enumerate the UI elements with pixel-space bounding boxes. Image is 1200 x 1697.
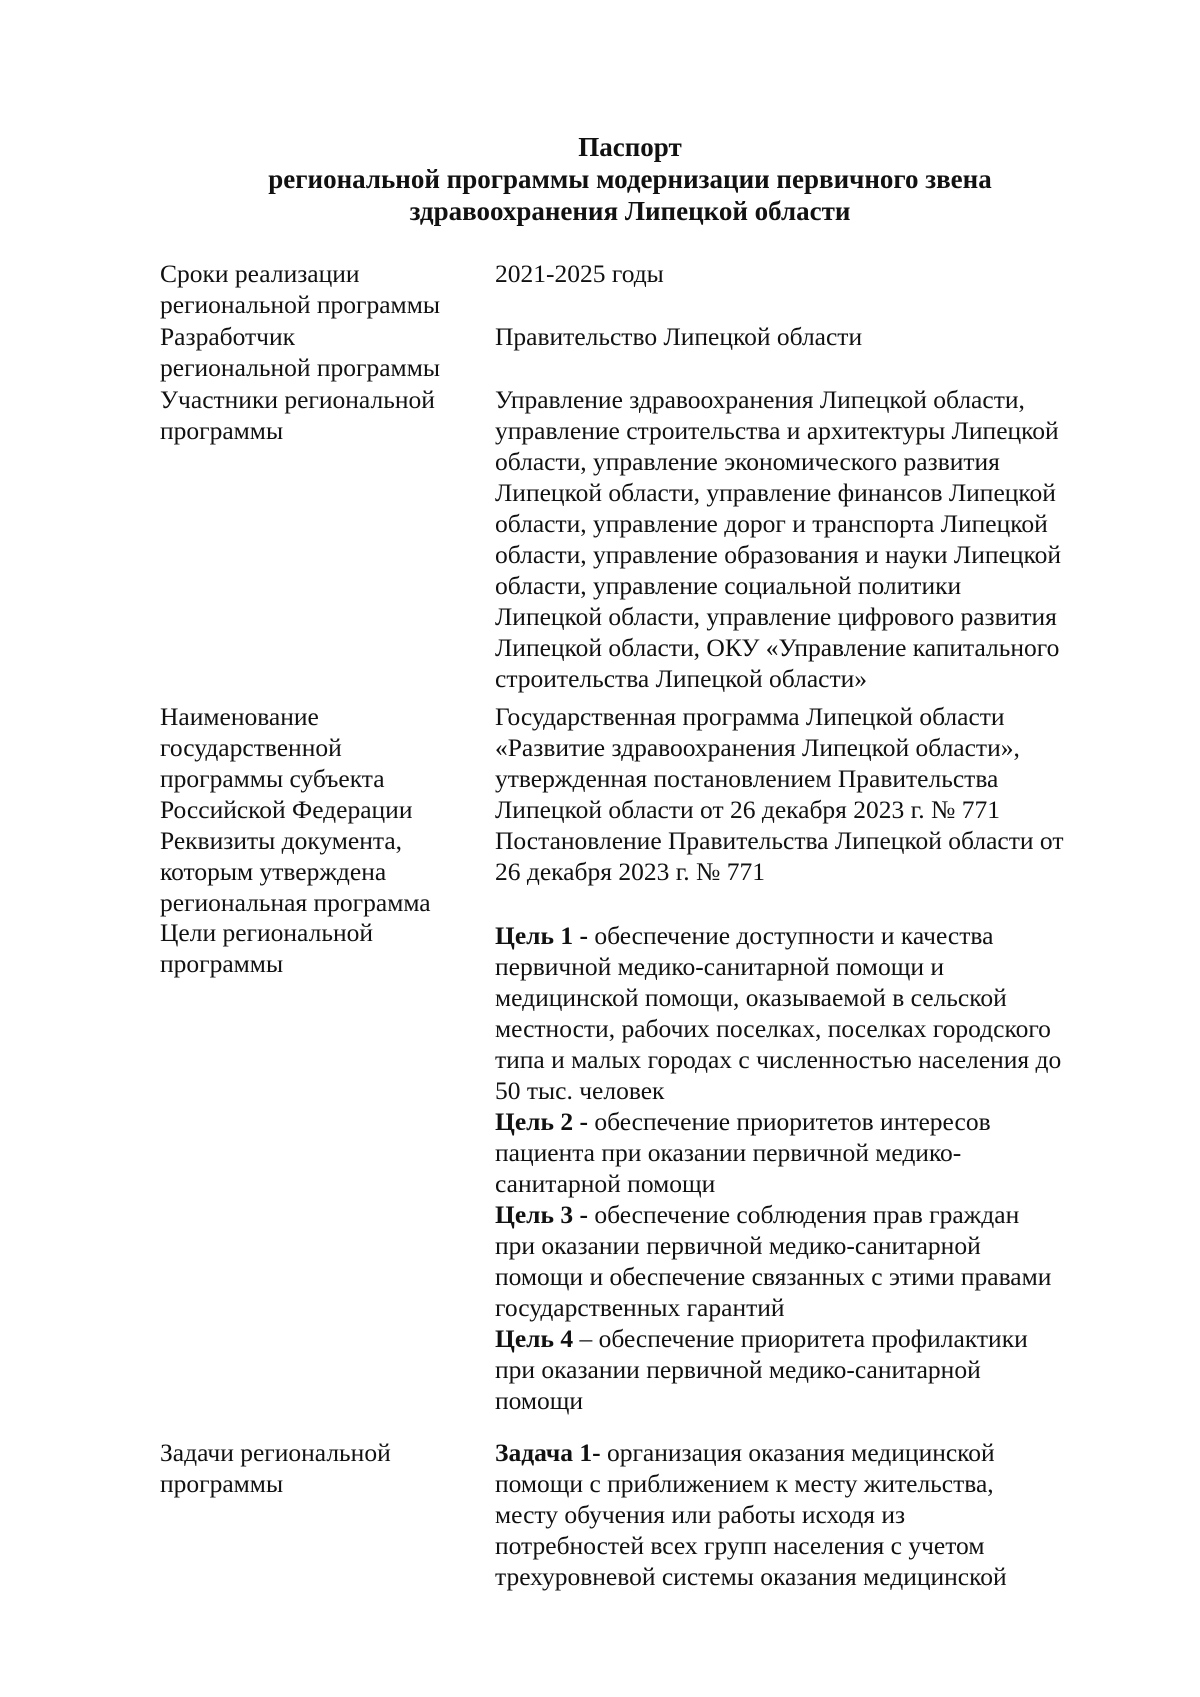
goal-1: Цель 1 - обеспечение доступности и качества первичной медико-санитарной помощи и медицинской помощи, оказываемой в сельской местности, рабочих поселках, поселках городского типа и малых городах с численностью населения до 50 тыс. человек [495, 921, 1062, 1105]
row-value: 2021-2025 годы [495, 259, 664, 288]
document-title [200, 131, 1060, 227]
row-label: Цели региональной программы [160, 918, 373, 978]
goal-3: Цель 3 - обеспечение соблюдения прав граждан при оказании первичной медико-санитарной помощи и обеспечение связанных с этими правами государственных гарантий [495, 1200, 1052, 1322]
title-line-1: Паспорт [578, 132, 682, 162]
goal-4: Цель 4 – обеспечение приоритета профилактики при оказании первичной медико-санитарной помощи [495, 1324, 1028, 1415]
row-label: Реквизиты документа, которым утверждена региональная программа [160, 826, 431, 917]
title-line-3: здравоохранения Липецкой области [409, 196, 851, 226]
row-value [495, 917, 1125, 1416]
row-label: Задачи региональной программы [160, 1438, 391, 1498]
title-line-2: региональной программы модернизации первичного звена [268, 164, 992, 194]
task-1: Задача 1- организация оказания медицинской помощи с приближением к месту жительства, месту обучения или работы исходя из потребностей всех групп населения с учетом трехуровневой системы оказания медицинской [495, 1438, 1007, 1591]
row-label: Сроки реализации региональной программы [160, 259, 440, 319]
row-value [495, 1437, 1125, 1592]
row-value: Правительство Липецкой области [495, 322, 863, 351]
row-value: Управление здравоохранения Липецкой области, управление строительства и архитектуры Липецкой области, управление экономического развития Липецкой области, управление финансов Липецкой области, управление дорог и транспорта Липецкой области, управление образования и науки Липецкой области, управление социальной политики Липецкой области, управление цифрового развития Липецкой области, ОКУ «Управление капитального строительства Липецкой области» [495, 385, 1061, 693]
row-value: Постановление Правительства Липецкой области от 26 декабря 2023 г. № 771 [495, 826, 1064, 886]
row-label: Разработчик региональной программы [160, 322, 440, 382]
goal-2: Цель 2 - обеспечение приоритетов интересов пациента при оказании первичной медико- санитарной помощи [495, 1107, 991, 1198]
row-label: Наименование государственной программы субъекта Российской Федерации [160, 702, 413, 824]
row-value: Государственная программа Липецкой области «Развитие здравоохранения Липецкой области», утвержденная постановлением Правительства Липецкой области от 26 декабря 2023 г. № 771 [495, 702, 1020, 824]
row-label: Участники региональной программы [160, 385, 435, 445]
